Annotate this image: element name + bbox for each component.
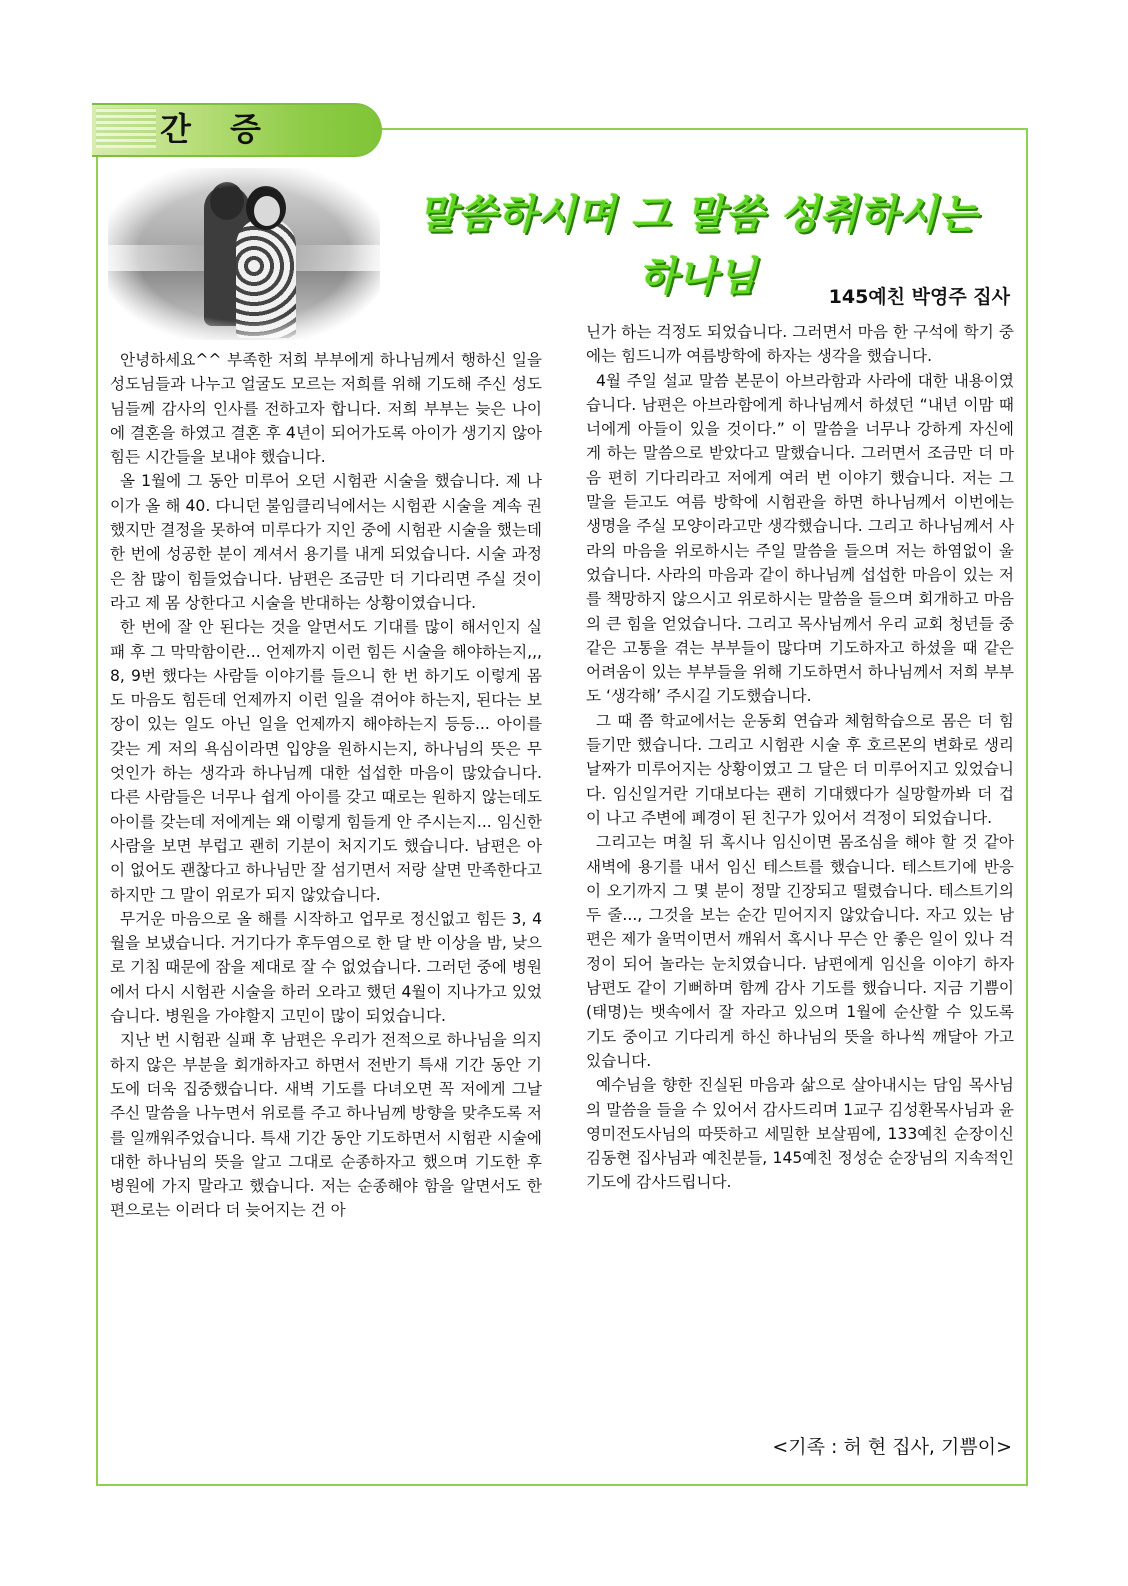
photo-woman	[236, 218, 296, 338]
photo-man-head	[210, 182, 244, 220]
paragraph: 4월 주일 설교 말씀 본문이 아브라함과 사라에 대한 내용이였습니다. 남편은 아브라함에게 하나님께서 하셨던 “내년 이맘 때 너에게 아들이 있을 것이다.” 이 말씀을 너무나 강하게 자신에게 하는 말씀으로 받았다고 말했습니다. 그러면서 조금만 더 마음 편히 기다리라고 저에게 여러 번 이야기 했습니다. 저는 그 말을 듣고도 여름 방학에 시험관을 하면 하나님께서 이번에는 생명을 주실 모양이라고만 생각했습니다. 그리고 하나님께서 사라의 마음을 위로하시는 주일 말씀을 들으며 저는 하염없이 울었습니다. 사라의 마음과 같이 하나님께 섭섭한 마음이 있는 저를 책망하지 않으시고 위로하시는 말씀을 들으며 회개하고 마음의 큰 힘을 얻었습니다. 그리고 목사님께서 우리 교회 청년들 중 같은 고통을 겪는 부부들이 많다며 기도하자고 하셨을 때 같은 어려움이 있는 부부들을 위해 기도하면서 하나님께서 저희 부부도 ‘생각해’ 주시길 기도했습니다.	[586, 371, 1014, 706]
paragraph: 그리고는 며칠 뒤 혹시나 임신이면 몸조심을 해야 할 것 같아 새벽에 용기를 내서 임신 테스트를 했습니다. 테스트기에 반응이 오기까지 그 몇 분이 정말 긴장되고 떨렸습니다. 테스트기의 두 줄..., 그것을 보는 순간 믿어지지 않았습니다. 자고 있는 남편은 제가 울먹이면서 깨워서 혹시나 무슨 안 좋은 일이 있나 걱정이 되어 놀라는 눈치였습니다. 남편에게 임신을 이야기 하자 남편도 같이 기뻐하며 함께 감사 기도를 했습니다. 지금 기쁨이(태명)는 뱃속에서 잘 자라고 있으며 1월에 순산할 수 있도록 기도 중이고 기다리게 하신 하나님의 뜻을 하나씩 깨달아 가고 있습니다.	[586, 833, 1014, 1070]
article-headline: 말씀하시며 그 말씀 성취하시는 하나님	[417, 191, 979, 300]
paragraph: 닌가 하는 걱정도 되었습니다. 그러면서 마음 한 구석에 학기 중에는 힘드니까 여름방학에 하자는 생각을 했습니다.	[586, 323, 1014, 366]
article-author: 145예친 박영주 집사	[828, 286, 1010, 308]
paragraph: 올 1월에 그 동안 미루어 오던 시험관 시술을 했습니다. 제 나이가 올 해 40. 다니던 불임클리닉에서는 시험관 시술을 계속 권했지만 결정을 못하여 미루다가 지인 중에 시험관 시술을 했는데 한 번에 성공한 분이 계셔서 용기를 내게 되었습니다. 시술 과정은 참 많이 힘들었습니다. 남편은 조금만 더 기다리면 주실 것이라고 제 몸 상한다고 시술을 반대하는 상황이였습니다.	[110, 472, 542, 612]
paragraph: 안녕하세요^^ 부족한 저희 부부에게 하나님께서 행하신 일을 성도님들과 나누고 얼굴도 모르는 저희를 위해 기도해 주신 성도님들께 감사의 인사를 전하고자 합니다. 저희 부부는 늦은 나이에 결혼을 하였고 결혼 후 4년이 되어가도록 아이가 생기지 않아 힘든 시간들을 보내야 했습니다.	[110, 351, 542, 467]
paragraph: 예수님을 향한 진실된 마음과 삶으로 살아내시는 담임 목사님의 말씀을 들을 수 있어서 감사드리며 1교구 김성환목사님과 윤영미전도사님의 따뜻하고 세밀한 보살핌에, 133예친 순장이신 김동현 집사님과 예친분들, 145예친 정성순 순장님의 지속적인 기도에 감사드립니다.	[586, 1076, 1014, 1192]
family-signature: <기족 : 허 현 집사, 기쁨이>	[772, 1436, 1012, 1458]
right-column	[586, 320, 1014, 1195]
couple-photo	[108, 168, 380, 340]
paragraph: 지난 번 시험관 실패 후 남편은 우리가 전적으로 하나님을 의지하지 않은 부분을 회개하자고 하면서 전반기 특새 기간 동안 기도에 더욱 집중했습니다. 새벽 기도를 다녀오면 꼭 저에게 그날 주신 말씀을 나누면서 위로를 주고 하나님께 방향을 맞추도록 저를 일깨워주었습니다. 특새 기간 동안 기도하면서 시험관 시술에 대한 하나님의 뜻을 알고 그대로 순종하자고 했으며 기도한 후 병원에 가지 말라고 했습니다. 저는 순종해야 함을 알면서도 한편으로는 이러다 더 늦어지는 건 아	[110, 1031, 542, 1220]
left-column	[110, 348, 542, 1223]
paragraph: 무거운 마음으로 올 해를 시작하고 업무로 정신없고 힘든 3, 4월을 보냈습니다. 거기다가 후두염으로 한 달 반 이상을 밤, 낮으로 기침 때문에 잠을 제대로 잘 수 없었습니다. 그러던 중에 병원에서 다시 시험관 시술을 하러 오라고 했던 4월이 지나가고 있었습니다. 병원을 가야할지 고민이 많이 되었습니다.	[110, 909, 542, 1026]
paragraph: 그 때 쯤 학교에서는 운동회 연습과 체험학습으로 몸은 더 힘들기만 했습니다. 그리고 시험관 시술 후 호르몬의 변화로 생리 날짜가 미루어지는 상황이였고 그 달은 더 미루어지고 있었습니다. 임신일거란 기대보다는 괜히 기대했다가 실망할까봐 더 겁이 나고 주변에 폐경이 된 친구가 있어서 걱정이 되었습니다.	[586, 711, 1014, 827]
paragraph: 한 번에 잘 안 된다는 것을 알면서도 기대를 많이 해서인지 실패 후 그 막막함이란... 언제까지 이런 힘든 시술을 해야하는지,,, 8, 9번 했다는 사람들 이야기를 들으니 한 번 하기도 이렇게 몸도 마음도 힘든데 언제까지 이런 일을 겪어야 하는지, 된다는 보장이 있는 일도 아닌 일을 언제까지 해야하는지 등등... 아이를 갖는 게 저의 욕심이라면 입양을 원하시는지, 하나님의 뜻은 무엇인가 하는 생각과 하나님께 대한 섭섭한 마음이 많았습니다. 다른 사람들은 너무나 쉽게 아이를 갖고 때로는 원하지 않는데도 아이를 갖는데 저에게는 왜 이렇게 힘들게 안 주시는지... 임신한 사람을 보면 부럽고 괜히 기분이 처지기도 했습니다. 남편은 아이 없어도 괜찮다고 하나님만 잘 섬기면서 저랑 살면 만족한다고 하지만 그 말이 위로가 되지 않았습니다.	[110, 618, 542, 904]
photo-woman-face	[254, 196, 280, 226]
tab-decoration	[96, 108, 156, 148]
section-title: 간 증	[160, 110, 275, 148]
